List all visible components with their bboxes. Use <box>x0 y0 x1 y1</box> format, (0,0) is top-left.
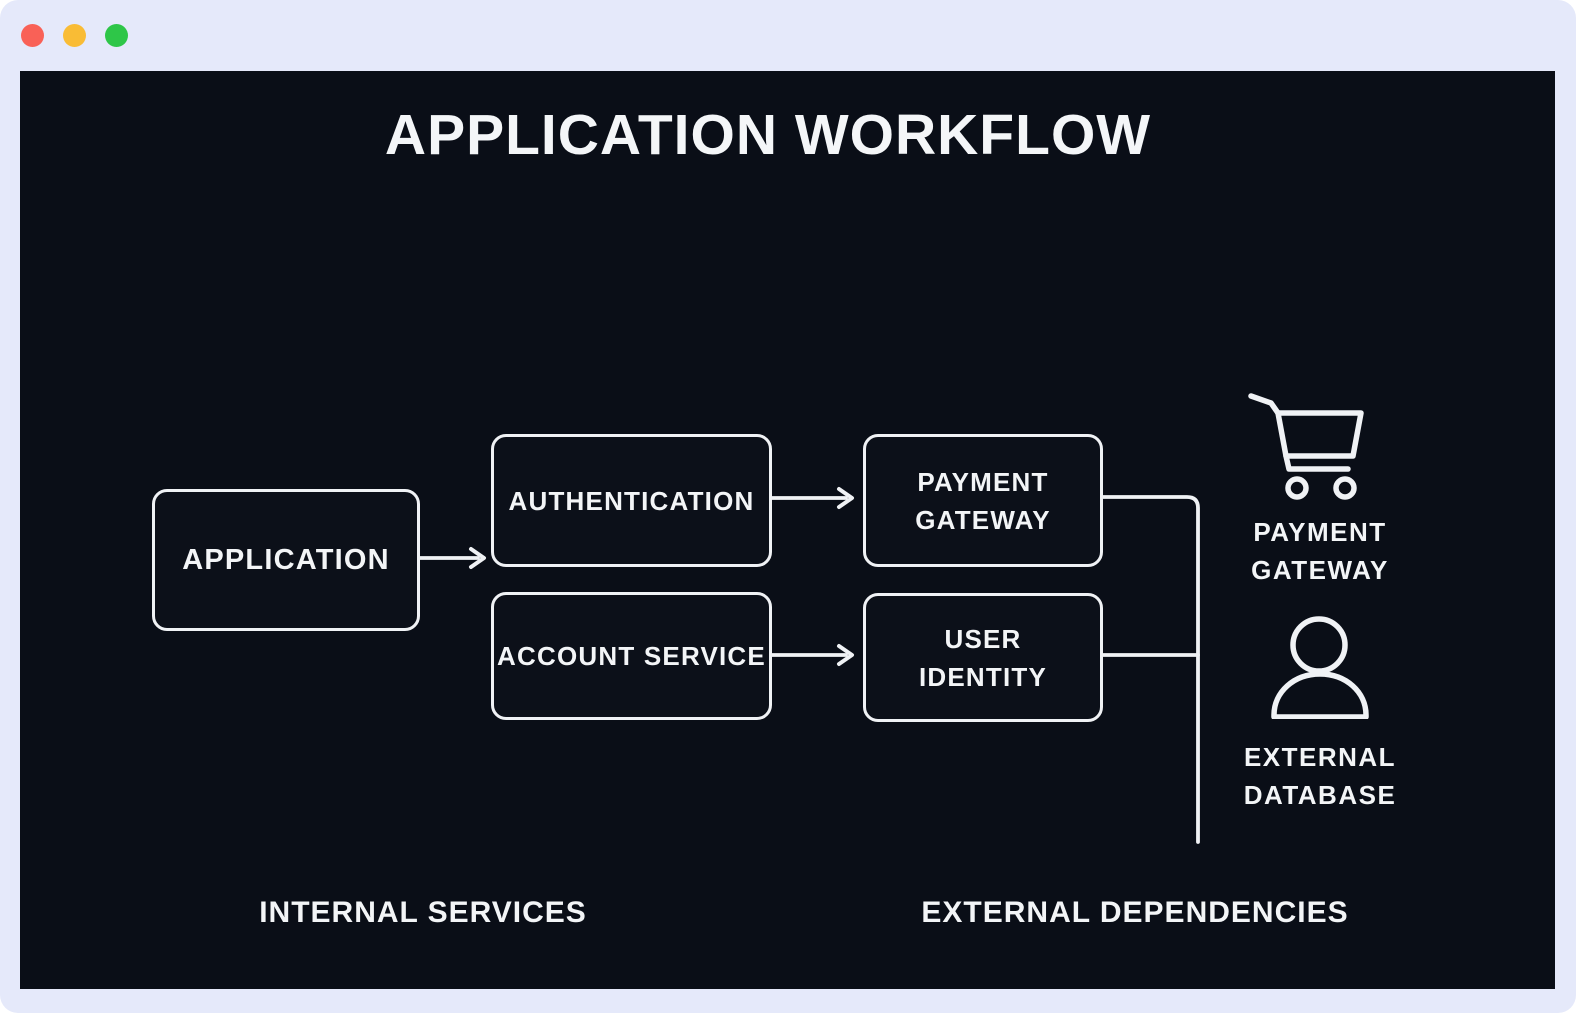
node-authentication <box>491 434 772 567</box>
edge-account-service-user-identity <box>766 646 852 664</box>
external-dependencies-caption: EXTERNAL DEPENDENCIES <box>921 896 1349 929</box>
node-payment-gateway-label-line1: PAYMENT <box>917 466 1049 497</box>
minimize-button[interactable] <box>63 24 86 47</box>
node-user-identity-label-line2: IDENTITY <box>918 661 1048 692</box>
external-payment-gateway-line2: GATEWAY <box>1251 555 1389 585</box>
node-application <box>152 489 420 631</box>
node-user-identity <box>863 593 1103 722</box>
zoom-button[interactable] <box>105 24 128 47</box>
diagram-canvas <box>20 71 1555 989</box>
external-payment-gateway-label <box>1251 513 1389 589</box>
node-payment-gateway <box>863 434 1103 567</box>
internal-services-caption: INTERNAL SERVICES <box>259 896 587 929</box>
node-payment-gateway-label-line2: GATEWAY <box>915 504 1051 535</box>
person-icon <box>1270 615 1370 719</box>
node-application-label: APPLICATION <box>182 544 390 576</box>
external-payment-gateway-line1: PAYMENT <box>1253 517 1387 547</box>
external-database-line1: EXTERNAL <box>1243 742 1397 772</box>
node-user-identity-label-line1: USER <box>944 623 1022 654</box>
external-dependencies-column <box>1220 391 1420 814</box>
edge-application-authentication <box>414 549 484 567</box>
shopping-cart-icon <box>1245 391 1365 501</box>
node-authentication-label: AUTHENTICATION <box>508 485 755 516</box>
node-account-service <box>491 592 772 720</box>
external-database-line2: DATABASE <box>1243 780 1397 810</box>
external-database-label <box>1244 738 1397 814</box>
edge-authentication-payment-gateway <box>766 489 852 507</box>
page-title: APPLICATION WORKFLOW <box>384 103 1152 167</box>
window-controls <box>21 24 128 47</box>
edge-payment-gateway-external-join <box>1097 497 1198 842</box>
node-account-service-label: ACCOUNT SERVICE <box>497 641 766 671</box>
close-button[interactable] <box>21 24 44 47</box>
